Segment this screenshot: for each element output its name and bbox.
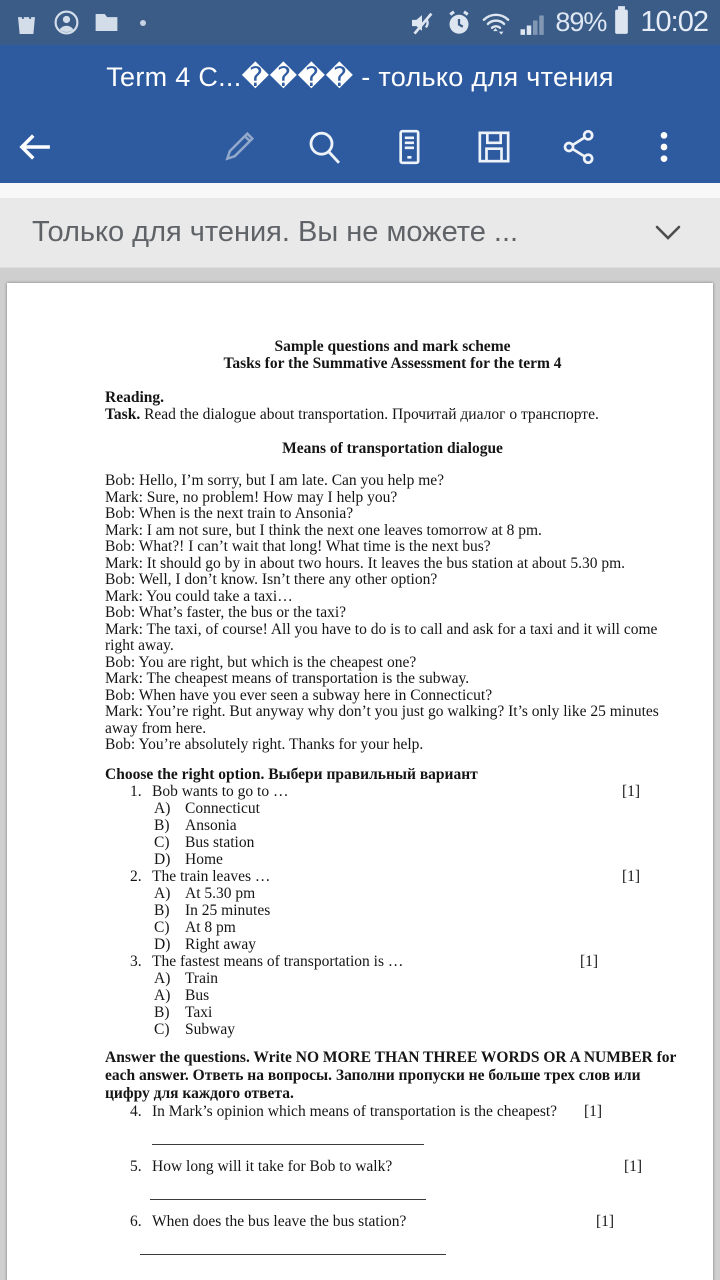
option-letter: A) [154, 884, 171, 902]
question-number: 4. [130, 1102, 142, 1120]
option-row [105, 800, 680, 817]
option-text: Ansonia [185, 816, 237, 834]
task-text: Read the dialogue about transportation. Прочитай диалог о транспорте. [140, 406, 599, 423]
option-row [105, 851, 680, 868]
question-row [105, 1158, 680, 1175]
alarm-icon [444, 8, 474, 38]
task-label: Task. [105, 406, 141, 423]
option-text: Bus station [185, 833, 255, 851]
mark-badge: [1] [584, 1102, 603, 1120]
dialogue-line: Bob: Well, I don’t know. Isn’t there any other option? [105, 571, 438, 588]
save-floppy-icon [474, 127, 514, 167]
option-letter: D) [154, 850, 171, 868]
answer-header: Answer the questions. Write NO MORE THAN THREE WORDS OR A NUMBER for each answer. Ответь на вопросы. Заполни пропуски не больше трех слов или цифру для каждого ответа. [105, 1048, 677, 1102]
dialogue-line: Mark: Sure, no problem! How may I help you? [105, 488, 398, 506]
open-question [105, 1103, 680, 1145]
back-button[interactable] [14, 126, 68, 168]
mark-badge: [1] [596, 1212, 615, 1230]
clock-time: 10:02 [640, 6, 708, 38]
more-options-button[interactable] [621, 127, 706, 167]
dialogue-line: Mark: It should go by in about two hours. It leaves the bus station at about 5.30 pm. [105, 554, 626, 572]
question-number: 5. [130, 1157, 142, 1175]
search-button[interactable] [281, 127, 366, 167]
mark-badge: [1] [580, 952, 599, 970]
document-page [7, 283, 713, 1280]
doc-title-line2: Tasks for the Summative Assessment for the term 4 [223, 355, 562, 372]
dialogue-line: Mark: You’re right. But anyway why don’t you just go walking? It’s only like 25 minutes away from here. [105, 703, 659, 737]
wifi-icon [481, 8, 511, 38]
dialogue-line: Bob: You are right, but which is the cheapest one? [105, 653, 417, 671]
dialogue-line: Mark: The cheapest means of transportation is the subway. [105, 670, 470, 687]
option-letter: A) [154, 986, 171, 1004]
folder-icon [92, 8, 121, 37]
app-title-bar [0, 45, 720, 110]
question-text: How long will it take for Bob to walk? [152, 1157, 393, 1175]
option-text: Bus [185, 986, 210, 1004]
reader-view-button[interactable] [366, 127, 451, 167]
question-text: When does the bus leave the bus station? [152, 1212, 407, 1230]
question-text: In Mark’s opinion which means of transportation is the cheapest? [152, 1102, 558, 1120]
question-text: The train leaves … [152, 867, 271, 885]
option-row [105, 987, 680, 1004]
dialogue-title: Means of transportation dialogue [282, 440, 503, 457]
dialogue-line: Mark: You could take a taxi… [105, 587, 293, 605]
option-row [105, 834, 680, 851]
dialogue-line: Bob: When have you ever seen a subway here in Connecticut? [105, 686, 493, 704]
question-number: 1. [130, 782, 142, 800]
shopping-bag-icon [12, 8, 41, 37]
answer-line [152, 1131, 424, 1145]
toolbar-actions [196, 127, 706, 167]
back-arrow-icon [14, 126, 56, 168]
option-letter: B) [154, 816, 170, 834]
option-row [105, 885, 680, 902]
reading-label: Reading. [105, 389, 164, 406]
dialogue-lines [105, 473, 680, 754]
mcq-list [105, 783, 680, 1038]
option-row [105, 970, 680, 987]
share-icon [559, 127, 599, 167]
mark-badge: [1] [622, 867, 641, 885]
option-row [105, 919, 680, 936]
option-letter: C) [154, 918, 170, 936]
option-text: At 5.30 pm [185, 884, 256, 902]
option-text: In 25 minutes [185, 901, 271, 919]
question-row [105, 868, 680, 885]
chevron-down-icon[interactable] [654, 224, 682, 242]
option-letter: D) [154, 935, 171, 953]
edit-pencil-icon [219, 127, 259, 167]
option-letter: A) [154, 969, 171, 987]
option-text: Home [185, 850, 223, 868]
banner-gap [0, 268, 720, 283]
question-row [105, 953, 680, 970]
toolbar-shadow-strip [0, 183, 720, 198]
option-row [105, 936, 680, 953]
status-notification-icons [12, 8, 146, 37]
edit-button[interactable] [196, 127, 281, 167]
mute-icon [407, 8, 437, 38]
battery-percent: 89% [555, 7, 607, 37]
save-button[interactable] [451, 127, 536, 167]
more-options-icon [644, 127, 684, 167]
option-text: Connecticut [185, 799, 260, 817]
choose-header: Choose the right option. Выбери правильный вариант [105, 765, 478, 783]
question-text: The fastest means of transportation is … [152, 952, 404, 970]
document-scroll-area[interactable] [0, 283, 720, 1280]
option-text: Taxi [185, 1003, 213, 1021]
option-text: Subway [185, 1020, 235, 1038]
option-row [105, 1004, 680, 1021]
read-only-banner[interactable] [0, 198, 720, 268]
dialogue-line: Bob: You’re absolutely right. Thanks for your help. [105, 736, 424, 753]
question-number: 3. [130, 952, 142, 970]
mark-badge: [1] [624, 1157, 643, 1175]
answer-line [140, 1241, 446, 1255]
signal-icon [518, 8, 548, 38]
question-text: Bob wants to go to … [152, 782, 289, 800]
answer-line [150, 1186, 426, 1200]
battery-icon [613, 5, 630, 40]
question-row [105, 783, 680, 800]
read-only-banner-text: Только для чтения. Вы не можете ... [32, 216, 519, 248]
option-text: Right away [185, 935, 257, 953]
dialogue-line: Mark: I am not sure, but I think the next one leaves tomorrow at 8 pm. [105, 521, 542, 539]
option-row [105, 817, 680, 834]
open-question [105, 1158, 680, 1200]
option-letter: B) [154, 1003, 170, 1021]
doc-title-line1: Sample questions and mark scheme [274, 338, 511, 355]
option-text: Train [185, 969, 219, 987]
status-system-icons [407, 5, 708, 40]
option-row [105, 1021, 680, 1038]
notification-dot [140, 20, 146, 26]
reader-view-icon [389, 127, 429, 167]
contacts-icon [52, 8, 81, 37]
toolbar [0, 110, 720, 183]
dialogue-line: Mark: The taxi, of course! All you have to do is to call and ask for a taxi and it will come right away. [105, 620, 658, 654]
question-row [105, 1213, 680, 1230]
open-question-list [105, 1103, 680, 1255]
option-letter: C) [154, 1020, 170, 1038]
option-letter: C) [154, 833, 170, 851]
option-letter: B) [154, 901, 170, 919]
option-text: At 8 pm [185, 918, 236, 936]
open-question [105, 1213, 680, 1255]
mark-badge: [1] [622, 782, 641, 800]
question-number: 2. [130, 867, 142, 885]
search-icon [304, 127, 344, 167]
status-bar [0, 0, 720, 45]
dialogue-line: Bob: When is the next train to Ansonia? [105, 505, 354, 522]
option-letter: A) [154, 799, 171, 817]
question-row [105, 1103, 680, 1120]
dialogue-line: Bob: Hello, I’m sorry, but I am late. Can you help me? [105, 472, 445, 489]
dialogue-line: Bob: What?! I can’t wait that long! What time is the next bus? [105, 538, 491, 555]
option-row [105, 902, 680, 919]
share-button[interactable] [536, 127, 621, 167]
document-title: Term 4 C...���� - только для чтения [106, 62, 614, 92]
question-number: 6. [130, 1212, 142, 1230]
dialogue-line: Bob: What’s faster, the bus or the taxi? [105, 604, 347, 621]
task-line [105, 406, 680, 423]
